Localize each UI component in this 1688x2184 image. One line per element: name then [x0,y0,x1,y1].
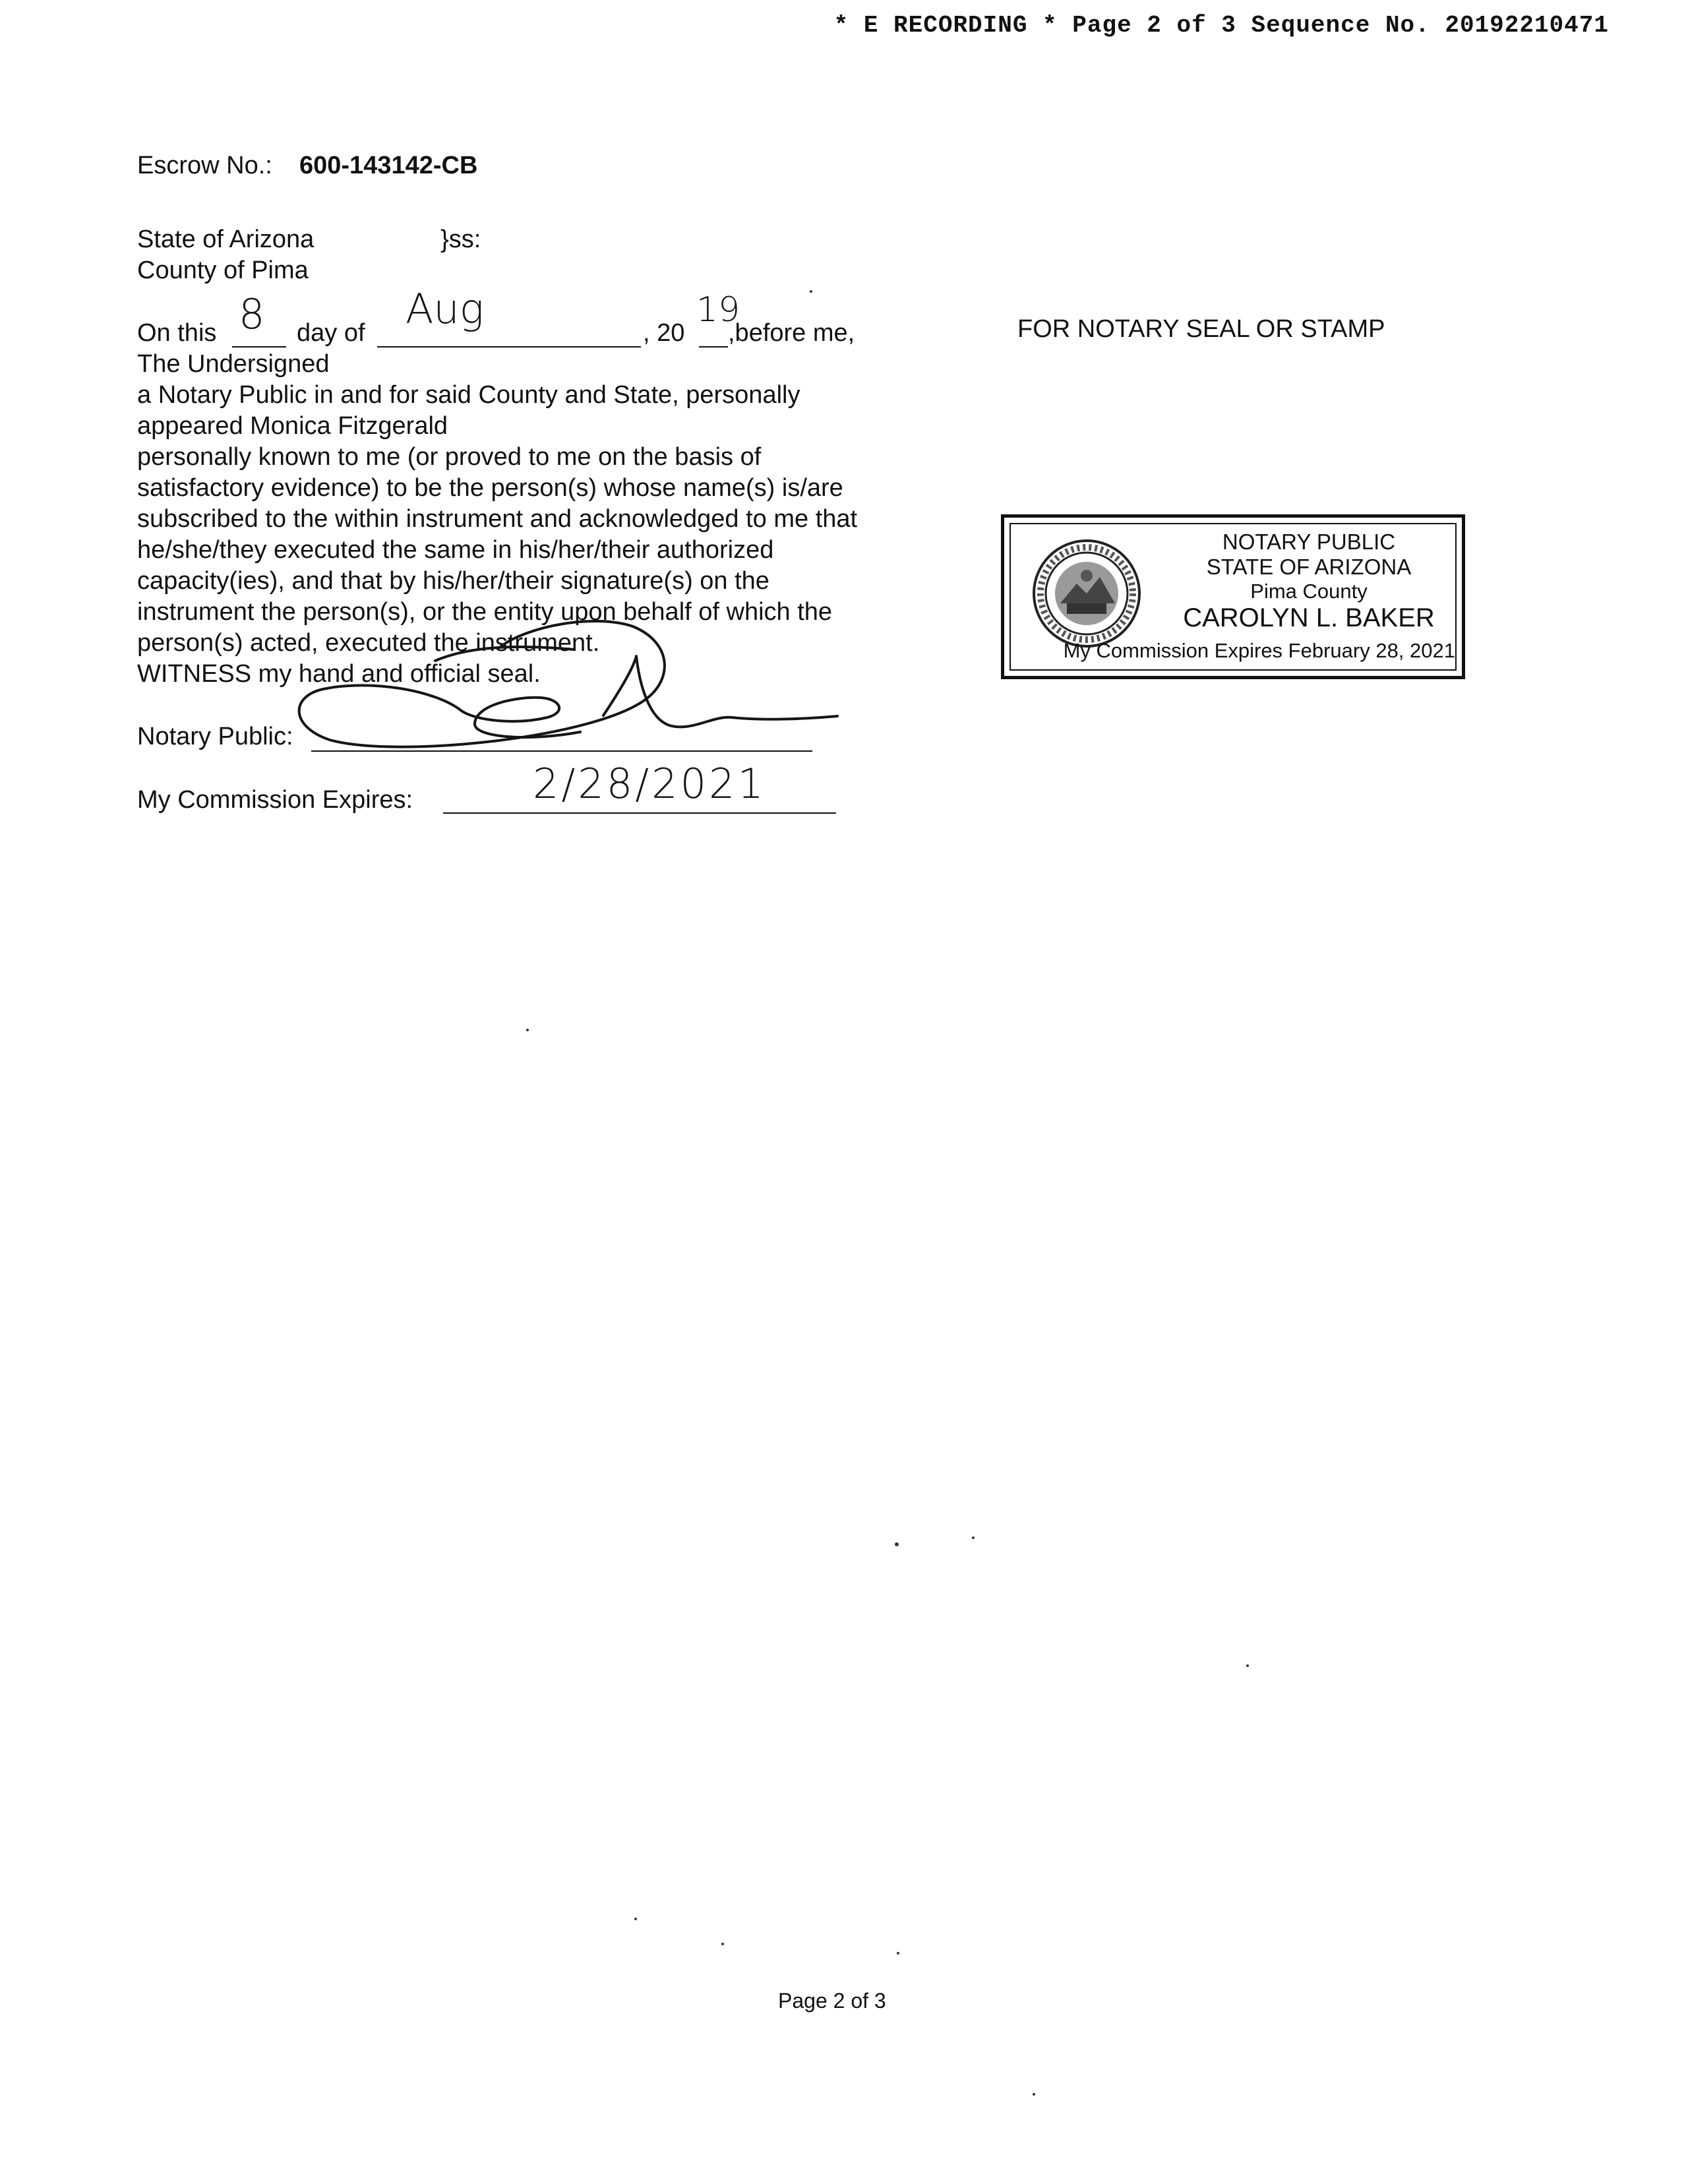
stamp-state: STATE OF ARIZONA [1206,555,1412,579]
year-prefix: , 20 [643,319,685,347]
stamp-notary-name: CAROLYN L. BAKER [1183,603,1435,632]
escrow-number: 600-143142-CB [299,152,478,179]
ack-line: The Undersigned [137,350,330,378]
handwritten-day: 8 [239,290,265,338]
escrow-label: Escrow No.: [137,152,272,179]
ack-line: capacity(ies), and that by his/her/their signature(s) on the [137,567,769,595]
handwritten-year: 19 [696,290,740,330]
day-of-label: day of [297,319,365,347]
ack-line: a Notary Public in and for said County and State, personally [137,381,800,409]
stamp-county: Pima County [1250,580,1368,603]
ack-line: WITNESS my hand and official seal. [137,660,541,688]
recording-header: * E RECORDING * Page 2 of 3 Sequence No. 20192210471 [833,12,1609,39]
on-this-label: On this [137,319,217,347]
venue-ss: }ss: [440,226,481,253]
venue-state: State of Arizona [137,226,315,253]
ack-line: person(s) acted, executed the instrument. [137,629,600,657]
ack-line: instrument the person(s), or the entity upon behalf of which the [137,598,833,626]
ack-line: subscribed to the within instrument and acknowledged to me that [137,505,858,533]
page-number: Page 2 of 3 [778,1989,886,2013]
handwritten-month: Aug [406,285,484,333]
stamp-expiration: My Commission Expires February 28, 2021 [1063,639,1455,662]
before-me-label: ,before me, [728,319,855,347]
stamp-title: NOTARY PUBLIC [1222,530,1396,554]
ack-line: appeared Monica Fitzgerald [137,412,448,440]
notary-public-label: Notary Public: [137,723,293,750]
commission-expires-label: My Commission Expires: [137,786,413,814]
ack-line: satisfactory evidence) to be the person(s) whose name(s) is/are [137,474,843,502]
ack-line: he/she/they executed the same in his/her/their authorized [137,536,774,564]
venue-county: County of Pima [137,257,309,284]
ack-line: personally known to me (or proved to me on the basis of [137,443,762,471]
handwritten-expiration: 2/28/2021 [533,760,766,808]
seal-placeholder-label: FOR NOTARY SEAL OR STAMP [1017,315,1385,343]
